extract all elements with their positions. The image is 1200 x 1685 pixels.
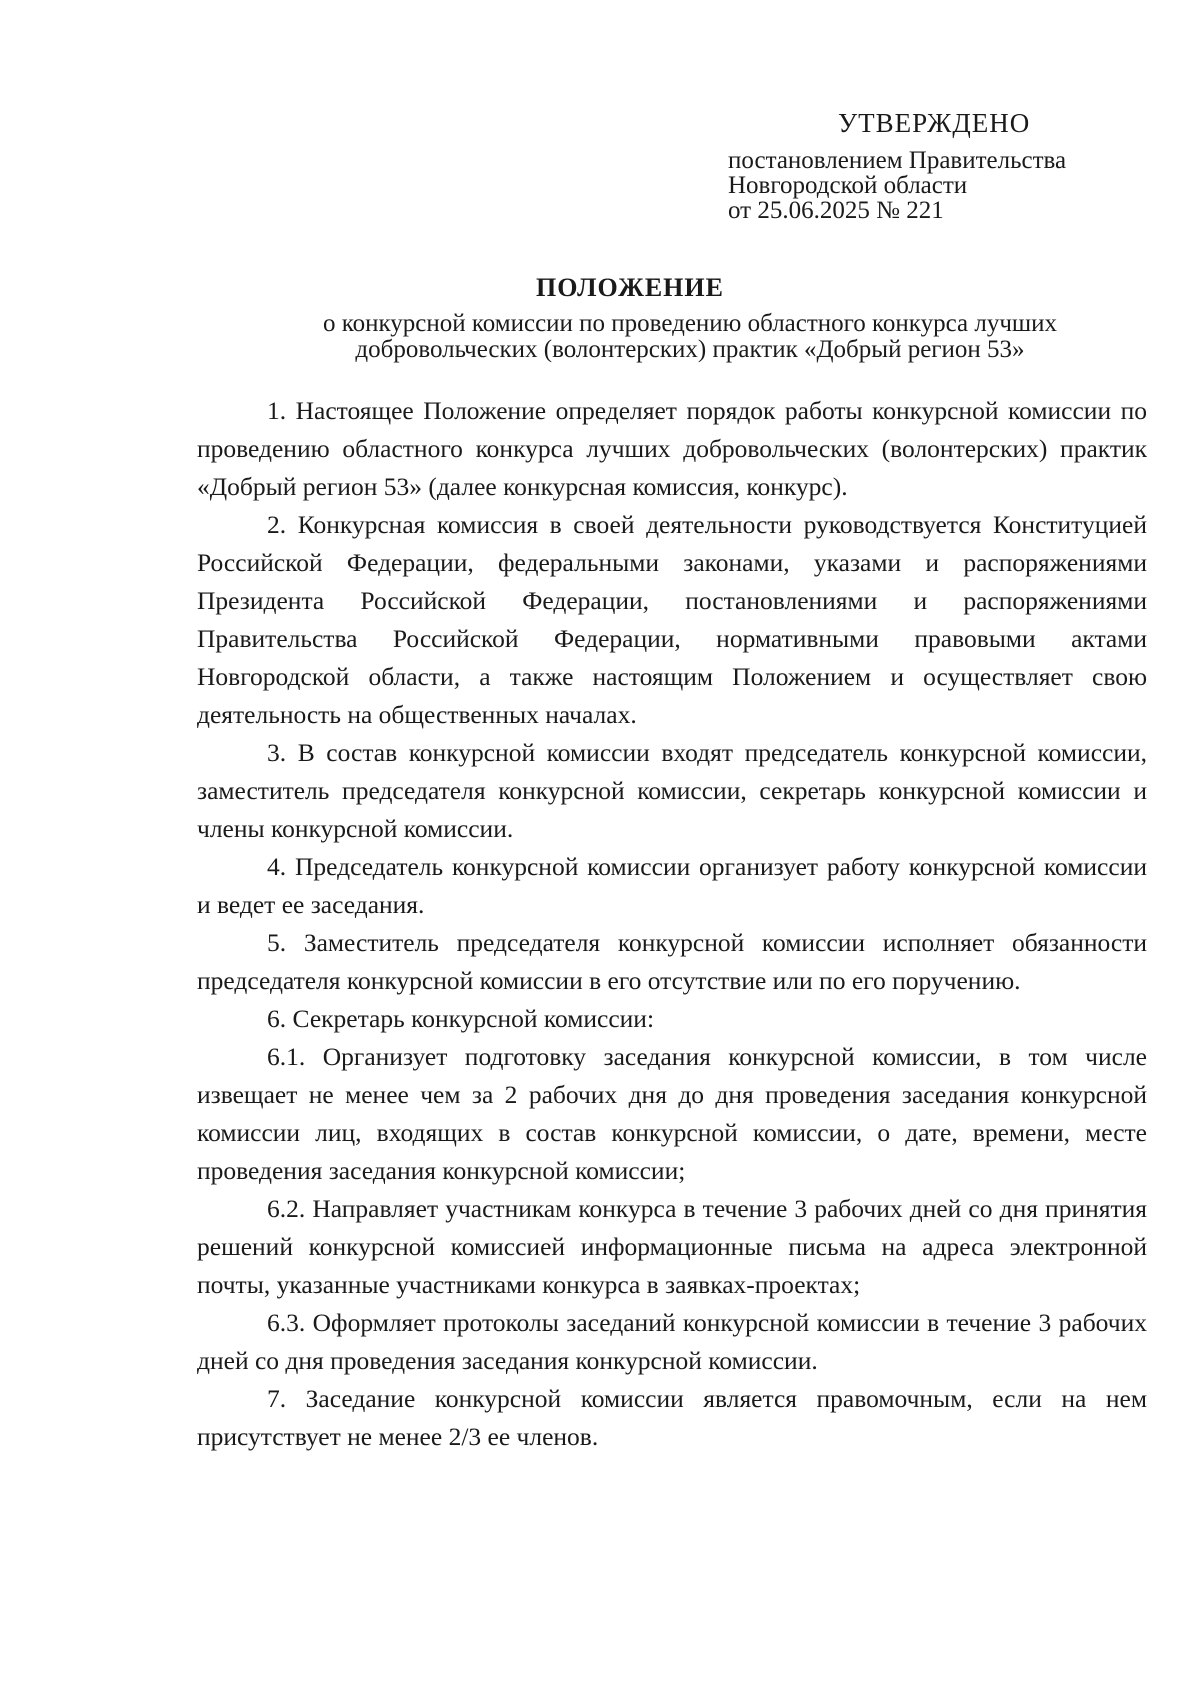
paragraph-2: 2. Конкурсная комиссия в своей деятельности руководствуется Конституцией Российской Федерации, федеральными законами, указами и распоряжениями Президента Российской Федерации, постановлениями и распоряжениями Правительства Российской Федерации, нормативными правовыми актами Новгородской области, а также настоящим Положением и осуществляет свою деятельность на общественных началах. [197,510,1147,729]
document-title: ПОЛОЖЕНИЕ [536,273,724,302]
document-body [197,392,1147,1456]
paragraph-6-3: 6.3. Оформляет протоколы заседаний конкурсной комиссии в течение 3 рабочих дней со дня проведения заседания конкурсной комиссии. [197,1308,1147,1375]
paragraph-3: 3. В состав конкурсной комиссии входят председатель конкурсной комиссии, заместитель председателя конкурсной комиссии, секретарь конкурсной комиссии и члены конкурсной комиссии. [197,738,1147,843]
approval-label: УТВЕРЖДЕНО [838,108,1031,138]
paragraph-6-1: 6.1. Организует подготовку заседания конкурсной комиссии, в том числе извещает не менее чем за 2 рабочих дня до дня проведения заседания конкурсной комиссии лиц, входящих в состав конкурсной комиссии, о дате, времени, месте проведения заседания конкурсной комиссии; [197,1042,1147,1185]
approval-authority-line1: постановлением Правительства [728,147,1067,174]
paragraph-6-2: 6.2. Направляет участникам конкурса в течение 3 рабочих дней со дня принятия решений конкурсной комиссией информационные письма на адреса электронной почты, указанные участниками конкурса в заявках-проектах; [197,1194,1147,1299]
subtitle-line-1: о конкурсной комиссии по проведению областного конкурса лучших [322,310,1058,337]
approval-stamp [728,108,1168,223]
paragraph-4: 4. Председатель конкурсной комиссии организует работу конкурсной комиссии и ведет ее заседания. [197,852,1147,919]
paragraph-7: 7. Заседание конкурсной комиссии является правомочным, если на нем присутствует не менее 2/3 ее членов. [197,1384,1147,1451]
subtitle-line-2: добровольческих (волонтерских) практик «Добрый регион 53» [355,336,1025,363]
paragraph-1: 1. Настоящее Положение определяет порядок работы конкурсной комиссии по проведению областного конкурса лучших добровольческих (волонтерских) практик «Добрый регион 53» (далее конкурсная комиссия, конкурс). [197,396,1147,501]
paragraph-6: 6. Секретарь конкурсной комиссии: [267,1004,655,1033]
paragraph-5: 5. Заместитель председателя конкурсной комиссии исполняет обязанности председателя конкурсной комиссии в его отсутствие или по его поручению. [197,928,1147,995]
approval-authority-line2: Новгородской области [728,172,968,199]
approval-date-number: от 25.06.2025 № 221 [728,197,944,224]
document-subtitle [250,311,1130,363]
